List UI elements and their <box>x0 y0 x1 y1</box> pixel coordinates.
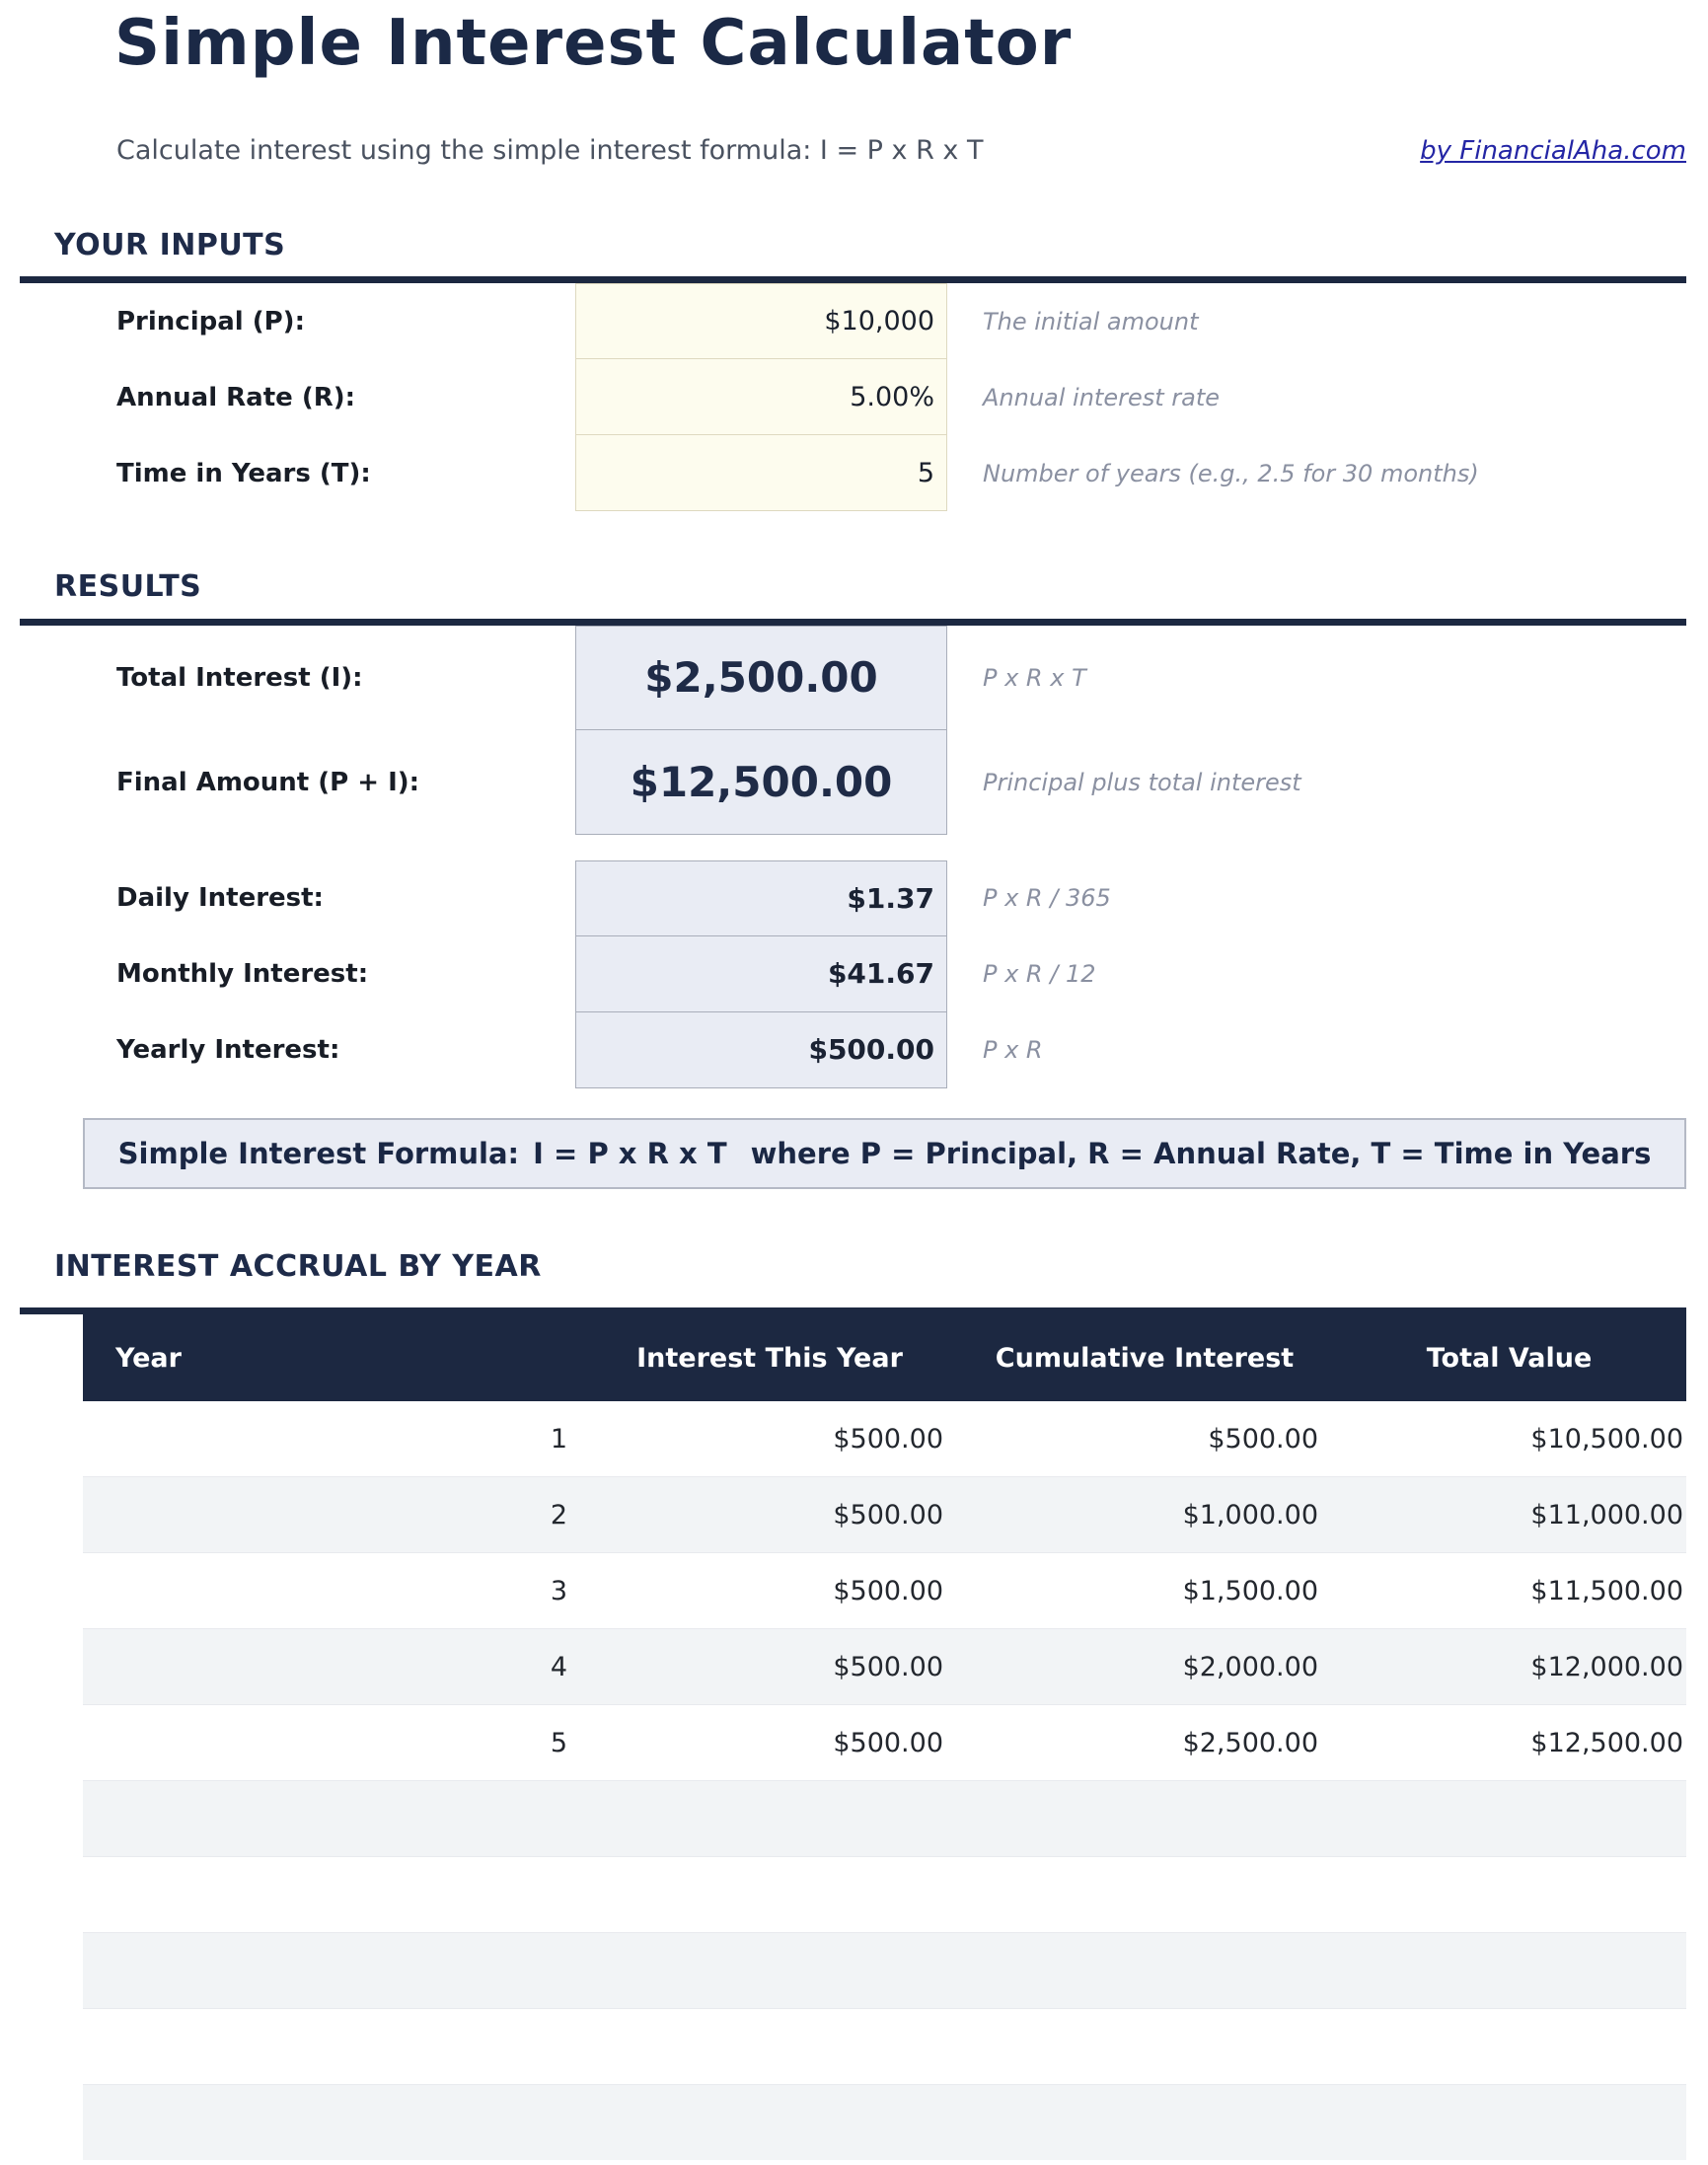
cell-interest-this-year: $500.00 <box>833 1575 943 1606</box>
time-years-input[interactable]: 5 <box>575 435 947 511</box>
cell-year: 4 <box>550 1651 567 1682</box>
input-row-principal <box>0 283 1708 359</box>
daily-interest-label: Daily Interest: <box>116 883 324 914</box>
cell-year: 1 <box>550 1423 567 1455</box>
formula-note-label: Simple Interest Formula: <box>117 1136 520 1170</box>
daily-interest-value: $1.37 <box>575 860 947 936</box>
final-amount-hint: Principal plus total interest <box>983 768 1301 796</box>
cell-cumulative-interest: $500.00 <box>1208 1423 1318 1455</box>
total-interest-hint: P x R x T <box>983 663 1086 692</box>
formula-note <box>83 1118 1686 1189</box>
inputs-section-rule <box>20 276 1686 283</box>
cell-total-value: $12,000.00 <box>1530 1651 1683 1682</box>
cell-cumulative-interest: $2,000.00 <box>1182 1651 1318 1682</box>
input-row-annual-rate <box>0 359 1708 435</box>
annual-rate-hint: Annual interest rate <box>983 383 1221 411</box>
monthly-interest-hint: P x R / 12 <box>983 960 1096 989</box>
result-row-monthly-interest <box>0 936 1708 1012</box>
final-amount-value: $12,500.00 <box>575 730 947 835</box>
cell-interest-this-year: $500.00 <box>833 1727 943 1758</box>
credit-link[interactable]: by FinancialAha.com <box>1420 135 1686 166</box>
table-row <box>83 1628 1686 1704</box>
cell-interest-this-year: $500.00 <box>833 1423 943 1455</box>
result-row-daily-interest <box>0 860 1708 936</box>
accrual-table <box>83 1314 1686 2160</box>
final-amount-label: Final Amount (P + I): <box>116 767 420 797</box>
cell-total-value: $11,000.00 <box>1530 1499 1683 1530</box>
result-row-total-interest <box>0 626 1708 730</box>
table-row <box>83 1552 1686 1628</box>
cell-cumulative-interest: $2,500.00 <box>1182 1727 1318 1758</box>
cell-total-value: $11,500.00 <box>1530 1575 1683 1606</box>
formula-note-formula: I = P x R x T <box>533 1136 727 1170</box>
annual-rate-input[interactable]: 5.00% <box>575 359 947 435</box>
input-row-time-years <box>0 435 1708 511</box>
page-title: Simple Interest Calculator <box>114 7 1073 80</box>
yearly-interest-hint: P x R <box>983 1036 1043 1065</box>
table-row-empty <box>83 2008 1686 2084</box>
total-interest-label: Total Interest (I): <box>116 662 363 693</box>
table-row-empty <box>83 1856 1686 1932</box>
results-section-heading: RESULTS <box>54 569 202 605</box>
subtitle-row <box>116 135 1686 166</box>
principal-label: Principal (P): <box>116 306 305 336</box>
monthly-interest-value: $41.67 <box>575 936 947 1012</box>
col-header-year: Year <box>115 1342 182 1374</box>
table-row <box>83 1401 1686 1476</box>
principal-input[interactable]: $10,000 <box>575 283 947 359</box>
results-secondary-block <box>0 860 1708 1088</box>
table-row <box>83 1704 1686 1780</box>
table-row-empty <box>83 2084 1686 2160</box>
cell-cumulative-interest: $1,000.00 <box>1182 1499 1318 1530</box>
yearly-interest-value: $500.00 <box>575 1012 947 1088</box>
cell-total-value: $12,500.00 <box>1530 1727 1683 1758</box>
results-primary-block <box>0 626 1708 835</box>
accrual-section-rule <box>20 1307 1686 1314</box>
monthly-interest-label: Monthly Interest: <box>116 959 369 990</box>
principal-hint: The initial amount <box>983 307 1199 336</box>
col-header-total-value: Total Value <box>1426 1342 1593 1374</box>
col-header-cumulative-interest: Cumulative Interest <box>995 1342 1295 1374</box>
cell-year: 3 <box>550 1575 567 1606</box>
time-years-hint: Number of years (e.g., 2.5 for 30 months) <box>983 459 1479 487</box>
daily-interest-hint: P x R / 365 <box>983 884 1111 913</box>
cell-interest-this-year: $500.00 <box>833 1499 943 1530</box>
cell-year: 2 <box>550 1499 567 1530</box>
result-row-final-amount <box>0 730 1708 835</box>
inputs-block <box>0 283 1708 511</box>
inputs-section-heading: YOUR INPUTS <box>54 227 286 262</box>
cell-year: 5 <box>550 1727 567 1758</box>
total-interest-value: $2,500.00 <box>575 626 947 730</box>
results-section-rule <box>20 619 1686 626</box>
table-row <box>83 1476 1686 1552</box>
formula-note-where: where P = Principal, R = Annual Rate, T = Time in Years <box>750 1136 1652 1170</box>
accrual-table-header <box>83 1314 1686 1401</box>
col-header-interest-this-year: Interest This Year <box>636 1342 903 1374</box>
table-row-empty <box>83 1932 1686 2008</box>
table-row-empty <box>83 1780 1686 1856</box>
cell-cumulative-interest: $1,500.00 <box>1182 1575 1318 1606</box>
result-row-yearly-interest <box>0 1012 1708 1088</box>
yearly-interest-label: Yearly Interest: <box>116 1035 340 1066</box>
time-years-label: Time in Years (T): <box>116 458 371 488</box>
accrual-section-heading: INTEREST ACCRUAL BY YEAR <box>54 1248 542 1284</box>
cell-total-value: $10,500.00 <box>1530 1423 1683 1455</box>
page-subtitle: Calculate interest using the simple interest formula: I = P x R x T <box>116 134 984 166</box>
cell-interest-this-year: $500.00 <box>833 1651 943 1682</box>
annual-rate-label: Annual Rate (R): <box>116 382 356 412</box>
